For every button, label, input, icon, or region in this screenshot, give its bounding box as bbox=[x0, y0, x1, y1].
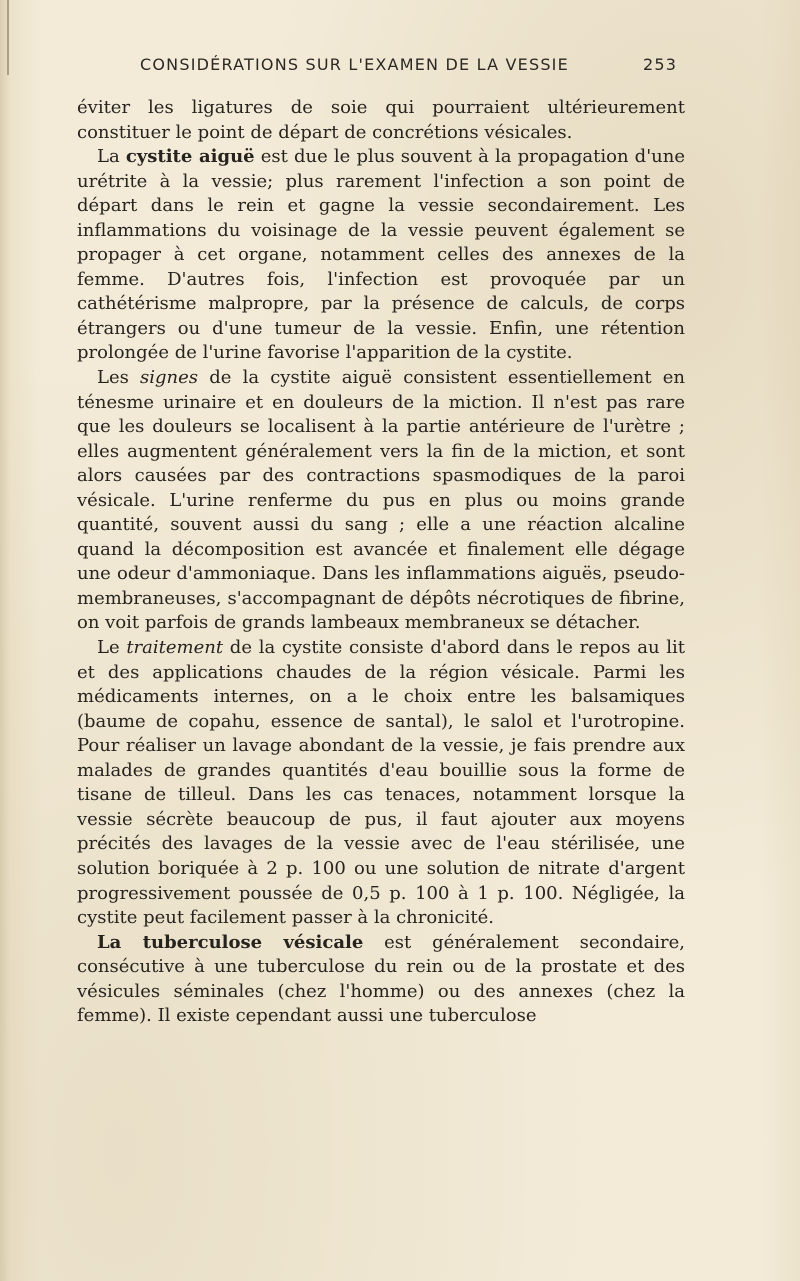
paragraph bbox=[77, 96, 685, 145]
paragraph-text: est généralement secondaire, consécutive à une tuberculose du rein ou de la prostate et des vésicules séminales (chez l'homme) ou des annexes (chez la femme). Il existe cependant aussi une tuberculose bbox=[77, 931, 685, 1027]
paragraph bbox=[77, 931, 685, 1029]
paragraph bbox=[77, 145, 685, 366]
paragraph-text: Les bbox=[97, 367, 141, 389]
running-title: CONSIDÉRATIONS SUR L'EXAMEN DE LA VESSIE bbox=[140, 55, 569, 74]
italic-term: signes bbox=[140, 367, 199, 389]
page-number: 253 bbox=[643, 55, 678, 74]
bold-term: La tuberculose vésicale bbox=[97, 931, 364, 953]
paragraph-text: La bbox=[97, 146, 126, 168]
paragraph-text: de la cystite consiste d'abord dans le repos au lit et des applications chaudes de la région vésicale. Parmi les médicaments internes, on a le choix entre les balsamiques (baume de copahu, essence de santal), le salol et l'urotropine. Pour réaliser un lavage abondant de la vessie, je fais prendre aux malades de grandes quantités d'eau bouillie sous la forme de tisane de tilleul. Dans les cas tenaces, notamment lorsque la vessie sécrète beaucoup de pus, il faut ajouter aux moyens précités des lavages de la vessie avec de l'eau stérilisée, une solution boriquée à 2 p. 100 ou une solution de nitrate d'argent progressivement poussée de 0,5 p. 100 à 1 p. 100. Négligée, la cystite peut facilement passer à la chronicité. bbox=[77, 637, 686, 929]
paragraph-text: de la cystite aiguë consistent essentiellement en ténesme urinaire et en douleurs de la miction. Il n'est pas rare que les douleurs se localisent à la partie antérieure de l'urètre ; elles augmentent généralement vers la fin de la miction, et sont alors causées par des contractions spasmodiques de la paroi vésicale. L'urine renferme du pus en plus ou moins grande quantité, souvent aussi du sang ; elle a une réaction alcaline quand la décomposition est avancée et finalement elle dégage une odeur d'ammoniaque. Dans les inflammations aiguës, pseudo-membraneuses, s'accompagnant de dépôts nécrotiques de fibrine, on voit parfois de grands lambeaux membraneux se détacher. bbox=[77, 367, 685, 634]
body-text bbox=[77, 96, 685, 1029]
italic-term: traitement bbox=[126, 637, 224, 659]
paragraph bbox=[77, 366, 685, 636]
paragraph-text: Le bbox=[97, 637, 127, 659]
paragraph bbox=[77, 636, 685, 931]
binding-edge bbox=[7, 0, 9, 75]
bold-term: cystite aiguë bbox=[125, 146, 255, 168]
paragraph-text: est due le plus souvent à la propagation d'une urétrite à la vessie; plus rarement l'infection a son point de départ dans le rein et gagne la vessie secondairement. Les inflammations du voisinage de la vessie peuvent également se propager à cet organe, notamment celles des annexes de la femme. D'autres fois, l'infection est provoquée par un cathétérisme malpropre, par la présence de calculs, de corps étrangers ou d'une tumeur de la vessie. Enfin, une rétention prolongée de l'urine favorise l'apparition de la cystite. bbox=[77, 146, 685, 364]
paragraph-text: éviter les ligatures de soie qui pourraient ultérieurement constituer le point de départ de concrétions vésicales. bbox=[77, 97, 685, 143]
